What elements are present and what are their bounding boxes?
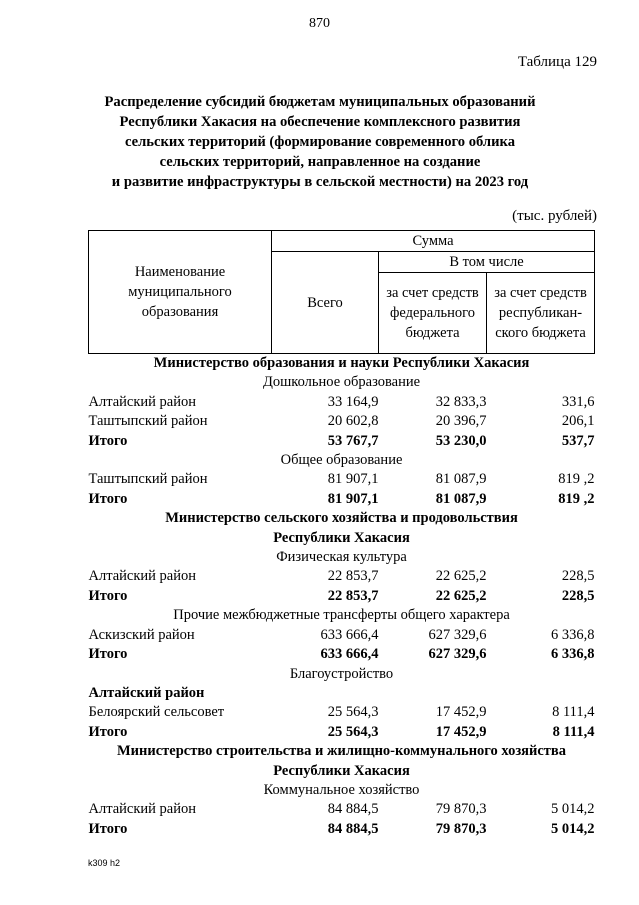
ministry-heading-row [89,742,595,761]
row-republic: 819 ,2 [558,490,595,507]
row-federal: 79 870,3 [435,820,487,837]
row-republic: 8 111,4 [552,704,595,721]
title-line: сельских территорий (формирование современного облика [124,134,516,150]
table-label: Таблица 129 [517,54,597,70]
title-line: Распределение субсидий бюджетам муниципальных образований [104,94,536,110]
ministry-heading-row [89,529,595,548]
row-total: 53 767,7 [327,432,379,449]
row-republic: 6 336,8 [551,646,595,663]
category-heading-row [89,548,595,567]
row-name: Итого [88,820,128,837]
subsidy-table [88,230,595,839]
district-heading: Алтайский район [88,684,205,701]
ministry-heading-row [89,509,595,528]
district-heading-row [89,684,595,703]
category-heading-row [89,606,595,625]
row-total: 84 884,5 [327,801,379,818]
ministry-heading-row [89,354,595,374]
table-row [89,412,595,431]
row-republic: 5 014,2 [551,801,595,818]
row-name: Итого [88,646,128,663]
ministry-heading: Республики Хакасия [273,529,410,546]
category-heading-row [89,451,595,470]
total-row [89,587,595,606]
row-republic: 537,7 [561,432,595,449]
row-republic: 5 014,2 [551,820,595,837]
row-federal: 627 329,6 [428,626,487,643]
row-name: Алтайский район [88,393,196,410]
row-total: 25 564,3 [327,704,379,721]
row-total: 81 907,1 [327,471,379,488]
header-federal: за счет средств федерального бюджета [379,273,487,354]
table-row [89,567,595,586]
row-total: 84 884,5 [327,820,379,837]
row-total: 22 853,7 [327,587,379,604]
header-total: Всего [272,252,379,354]
row-name: Итого [88,432,128,449]
row-name: Белоярский сельсовет [88,704,225,721]
row-federal: 81 087,9 [435,471,487,488]
row-total: 22 853,7 [327,568,379,585]
table-row [89,703,595,722]
table-row [89,626,595,645]
row-name: Итого [88,490,128,507]
row-name: Алтайский район [88,568,196,585]
title-line: и развитие инфраструктуры в сельской местности) на 2023 год [111,174,529,190]
row-federal: 79 870,3 [435,801,487,818]
row-total: 33 164,9 [327,393,379,410]
row-name: Таштыпский район [88,413,208,430]
category-heading-row [89,665,595,684]
row-federal: 17 452,9 [435,704,487,721]
category-heading: Дошкольное образование [263,374,421,391]
ministry-heading: Министерство строительства и жилищно-коммунального хозяйства [117,743,567,760]
row-republic: 228,5 [561,568,595,585]
row-federal: 17 452,9 [435,723,487,740]
total-row [89,723,595,742]
row-federal: 32 833,3 [435,393,487,410]
header-sum: Сумма [272,231,595,252]
footer-code: k309 h2 [88,858,121,868]
row-name: Алтайский район [88,801,196,818]
row-republic: 206,1 [561,413,595,430]
header-name-column: Наименование муниципального образования [89,231,272,354]
ministry-heading: Республики Хакасия [273,762,410,779]
row-name: Итого [88,723,128,740]
row-name: Таштыпский район [88,471,208,488]
header-including: В том числе [379,252,595,273]
row-republic: 6 336,8 [551,626,595,643]
title-line: Республики Хакасия на обеспечение комплексного развития [119,114,521,130]
row-federal: 22 625,2 [435,568,487,585]
page-number: 870 [309,16,330,31]
total-row [89,820,595,839]
category-heading: Общее образование [280,452,403,469]
table-row [89,470,595,489]
row-total: 633 666,4 [320,646,379,663]
category-heading: Благоустройство [289,665,394,682]
total-row [89,645,595,664]
category-heading: Прочие межбюджетные трансферты общего характера [173,607,510,624]
ministry-heading-row [89,762,595,781]
category-heading: Физическая культура [276,549,407,566]
title-line: сельских территорий, направленное на создание [159,154,481,170]
category-heading: Коммунальное хозяйство [263,781,420,798]
category-heading-row [89,781,595,800]
total-row [89,432,595,451]
row-total: 633 666,4 [320,626,379,643]
row-federal: 53 230,0 [435,432,487,449]
row-total: 20 602,8 [327,413,379,430]
row-federal: 22 625,2 [435,587,487,604]
row-republic: 8 111,4 [552,723,595,740]
table-body [89,354,595,840]
table-header [89,231,595,354]
row-republic: 331,6 [561,393,595,410]
row-federal: 627 329,6 [428,646,487,663]
row-federal: 81 087,9 [435,490,487,507]
row-total: 81 907,1 [327,490,379,507]
row-republic: 819 ,2 [558,471,595,488]
row-name: Итого [88,587,128,604]
row-total: 25 564,3 [327,723,379,740]
category-heading-row [89,373,595,392]
row-name: Аскизский район [88,626,195,643]
table-title [60,92,580,192]
row-federal: 20 396,7 [435,413,487,430]
table-row [89,393,595,412]
table-row [89,800,595,819]
header-republic: за счет средств республикан-ского бюджета [487,273,595,354]
ministry-heading: Министерство сельского хозяйства и продовольствия [165,510,518,527]
row-republic: 228,5 [561,587,595,604]
total-row [89,490,595,509]
ministry-heading: Министерство образования и науки Республики Хакасия [153,355,530,371]
units-label: (тыс. рублей) [512,208,597,224]
